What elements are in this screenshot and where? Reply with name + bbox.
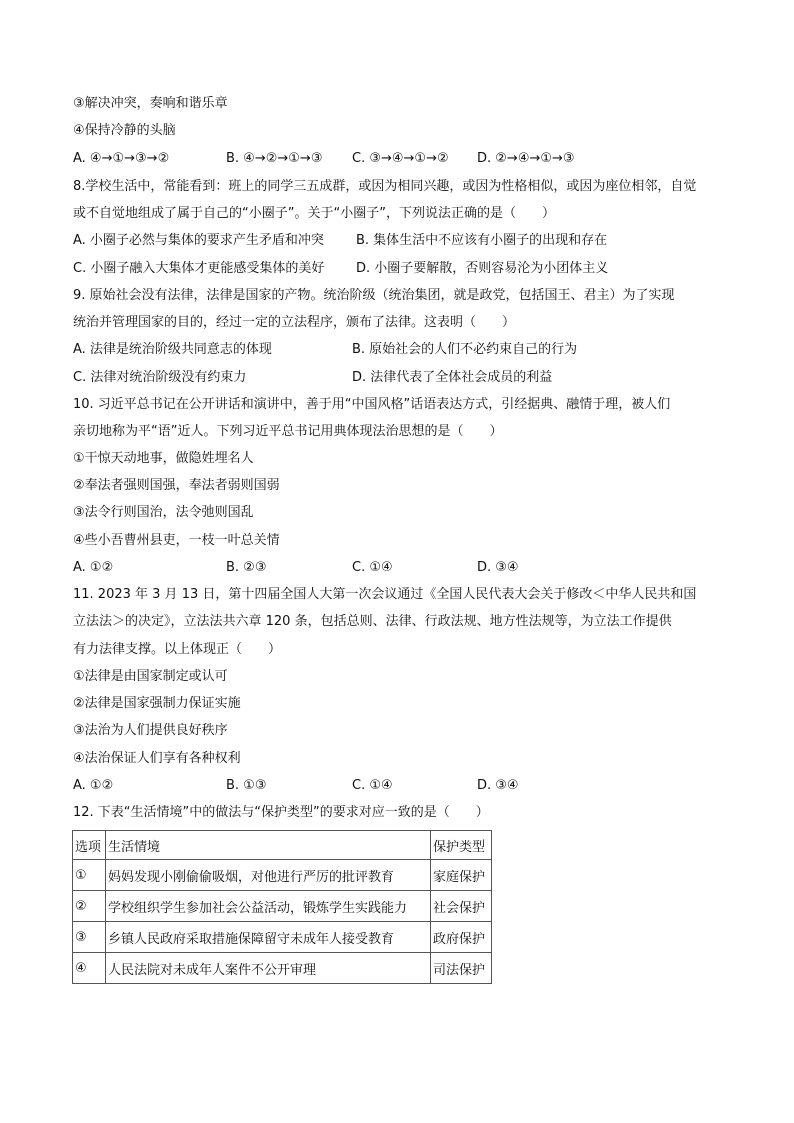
- q8-option-a: A. 小圈子必然与集体的要求产生矛盾和冲突: [73, 233, 324, 248]
- q10-item-2: ②奉法者强则国强，奉法者弱则国弱: [73, 478, 280, 493]
- row-protection: 政府保护: [431, 922, 492, 953]
- table-row: [73, 860, 492, 891]
- q10-option-c: C. ①④: [352, 560, 393, 575]
- q11-stem-line-1: 11. 2023 年 3 月 13 日，第十四届全国人大第一次会议通过《全国人民代表大会关于修改＜中华人民共和国: [73, 587, 697, 602]
- row-option: ④: [73, 953, 106, 984]
- table-row: [73, 953, 492, 984]
- q9-option-d: D. 法律代表了全体社会成员的利益: [352, 370, 553, 385]
- row-protection: 司法保护: [431, 953, 492, 984]
- row-situation: 学校组织学生参加社会公益活动，锻炼学生实践能力: [106, 891, 431, 922]
- header-option: 选项: [73, 831, 106, 860]
- header-life-situation: 生活情境: [106, 831, 431, 860]
- row-option: ③: [73, 922, 106, 953]
- q7-option-a: A. ④→①→③→②: [73, 151, 170, 166]
- q7-item-3: ③解决冲突，奏响和谐乐章: [73, 96, 228, 111]
- row-option: ②: [73, 891, 106, 922]
- q12-stem: 12. 下表“生活情境”中的做法与“保护类型”的要求对应一致的是（ ）: [73, 805, 489, 820]
- q9-stem-line-2: 统治并管理国家的目的，经过一定的立法程序，颁布了法律。这表明（ ）: [73, 315, 516, 330]
- protection-type-table: [72, 830, 492, 984]
- q10-stem-line-2: 亲切地称为平“语”近人。下列习近平总书记用典体现法治思想的是（ ）: [73, 424, 503, 439]
- table-header-row: [73, 831, 492, 860]
- q9-stem-line-1: 9. 原始社会没有法律，法律是国家的产物。统治阶级（统治集团，就是政党，包括国王、君主）为了实现: [73, 288, 675, 303]
- row-protection: 社会保护: [431, 891, 492, 922]
- q11-item-1: ①法律是由国家制定或认可: [73, 669, 228, 684]
- q9-option-a: A. 法律是统治阶级共同意志的体现: [73, 342, 272, 357]
- q10-item-3: ③法令行则国治，法令弛则国乱: [73, 505, 254, 520]
- q8-option-c: C. 小圈子融入大集体才更能感受集体的美好: [73, 261, 325, 276]
- q8-option-b: B. 集体生活中不应该有小圈子的出现和存在: [356, 233, 608, 248]
- row-situation: 人民法院对未成年人案件不公开审理: [106, 953, 431, 984]
- q10-item-4: ④些小吾曹州县吏，一枝一叶总关情: [73, 533, 280, 548]
- q10-option-b: B. ②③: [226, 560, 267, 575]
- header-protection-type: 保护类型: [431, 831, 492, 860]
- q11-item-3: ③法治为人们提供良好秩序: [73, 723, 228, 738]
- q11-item-4: ④法治保证人们享有各种权利: [73, 751, 241, 766]
- q7-option-c: C. ③→④→①→②: [352, 151, 449, 166]
- q11-stem-line-3: 有力法律支撑。以上体现正（ ）: [73, 642, 282, 657]
- q8-option-d: D. 小圈子要解散，否则容易沦为小团体主义: [356, 261, 609, 276]
- q11-option-b: B. ①③: [226, 778, 267, 793]
- q11-option-a: A. ①②: [73, 778, 114, 793]
- q11-stem-line-2: 立法法＞的决定》，立法法共六章 120 条，包括总则、法律、行政法规、地方性法规等，为立法工作提供: [73, 614, 672, 629]
- row-option: ①: [73, 860, 106, 891]
- table-row: [73, 922, 492, 953]
- row-situation: 乡镇人民政府采取措施保障留守未成年人接受教育: [106, 922, 431, 953]
- q10-item-1: ①干惊天动地事，做隐姓埋名人: [73, 451, 254, 466]
- q7-option-b: B. ④→②→①→③: [226, 151, 323, 166]
- q11-option-c: C. ①④: [352, 778, 393, 793]
- table-row: [73, 891, 492, 922]
- q10-stem-line-1: 10. 习近平总书记在公开讲话和演讲中，善于用“中国风格”话语表达方式，引经据典、融情于理，被人们: [73, 397, 671, 412]
- q9-option-b: B. 原始社会的人们不必约束自己的行为: [352, 342, 578, 357]
- q10-option-d: D. ③④: [477, 560, 519, 575]
- q11-option-d: D. ③④: [477, 778, 519, 793]
- q8-stem-line-1: 8.学校生活中，常能看到：班上的同学三五成群，或因为相同兴趣，或因为性格相似，或因为座位相邻，自觉: [73, 179, 697, 194]
- q9-option-c: C. 法律对统治阶级没有约束力: [73, 370, 247, 385]
- q11-item-2: ②法律是国家强制力保证实施: [73, 696, 241, 711]
- q8-stem-line-2: 或不自觉地组成了属于自己的“小圈子”。关于“小圈子”，下列说法正确的是（ ）: [73, 206, 555, 221]
- q10-option-a: A. ①②: [73, 560, 114, 575]
- row-protection: 家庭保护: [431, 860, 492, 891]
- row-situation: 妈妈发现小刚偷偷吸烟，对他进行严厉的批评教育: [106, 860, 431, 891]
- q7-option-d: D. ②→④→①→③: [477, 151, 575, 166]
- q7-item-4: ④保持冷静的头脑: [73, 123, 176, 138]
